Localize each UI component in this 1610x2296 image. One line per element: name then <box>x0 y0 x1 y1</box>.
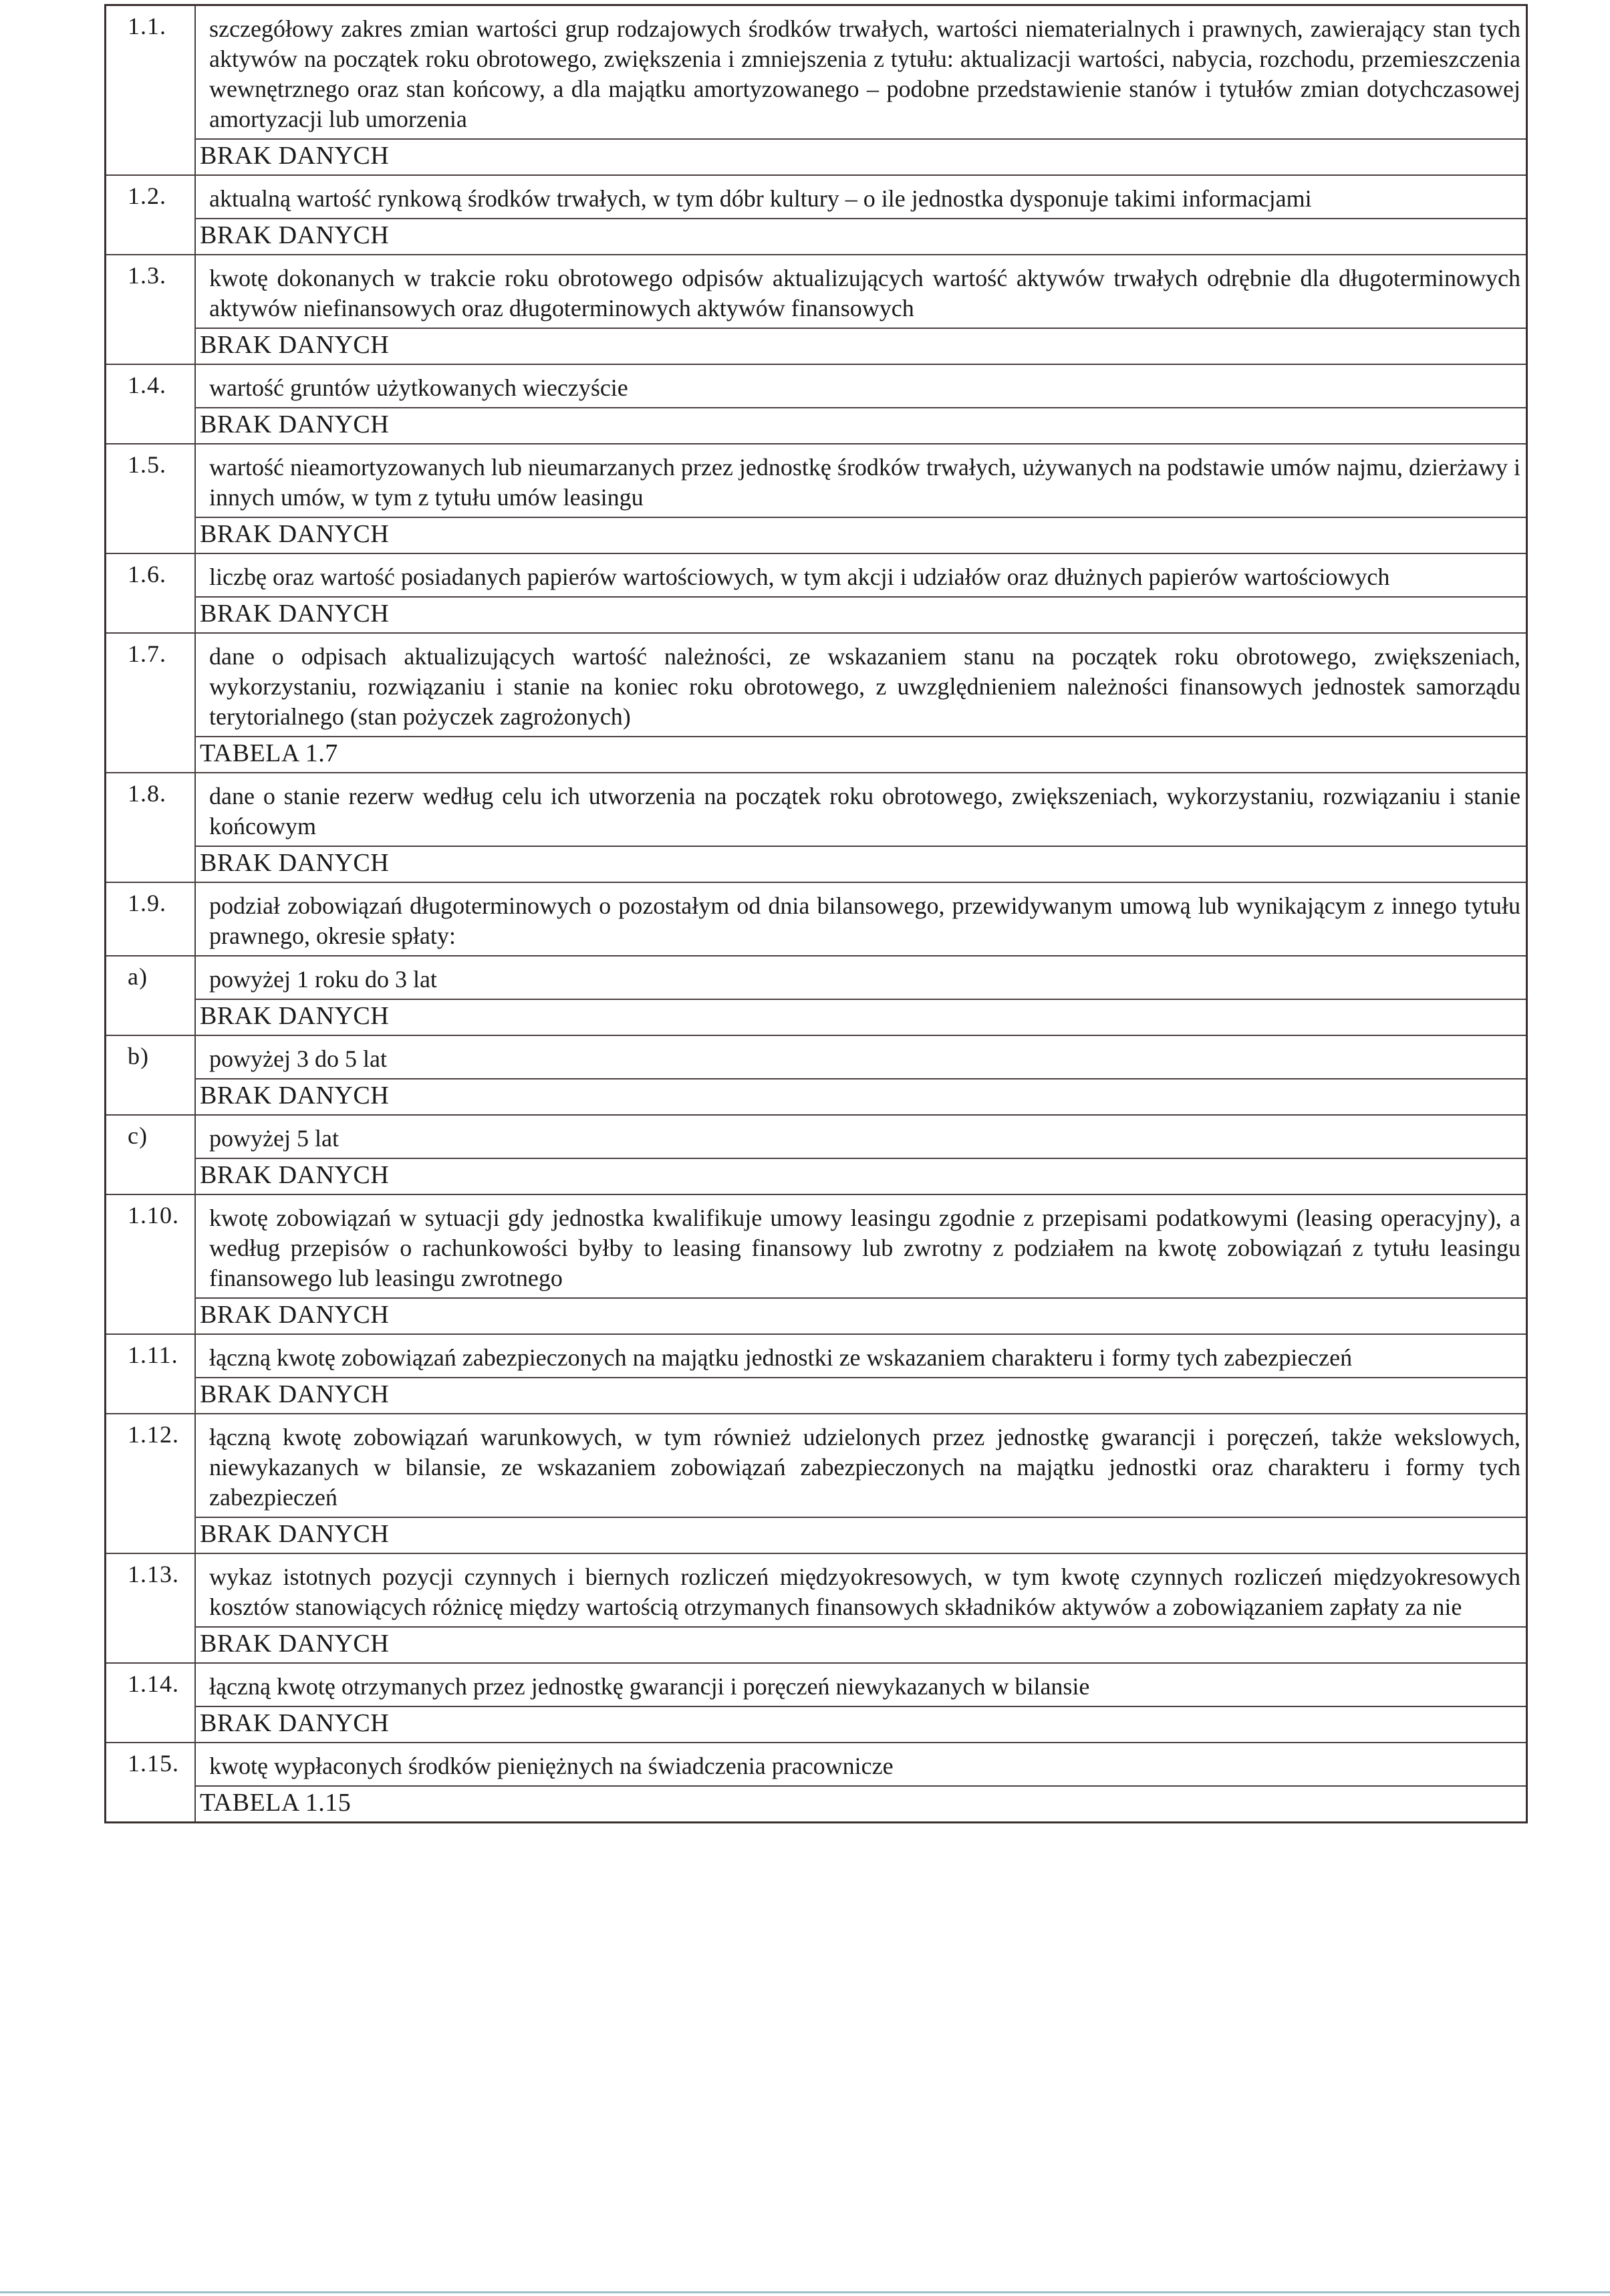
item-number: a) <box>106 956 196 1035</box>
item-value: BRAK DANYCH <box>200 600 390 628</box>
table-row <box>106 1664 1526 1743</box>
table-row <box>106 1195 1526 1335</box>
item-value: BRAK DANYCH <box>200 1630 390 1658</box>
item-number: 1.10. <box>106 1195 196 1333</box>
table-row <box>106 1414 1526 1554</box>
table-row <box>106 6 1526 176</box>
item-content <box>196 1554 1526 1662</box>
table-row <box>106 634 1526 773</box>
table-row <box>106 1036 1526 1116</box>
page-bottom-rule <box>0 2291 1610 2293</box>
item-number: 1.11. <box>106 1335 196 1413</box>
item-value: BRAK DANYCH <box>200 221 390 249</box>
table-row <box>106 444 1526 554</box>
item-description: wykaz istotnych pozycji czynnych i biernych rozliczeń międzyokresowych, w tym kwotę czynnych rozliczeń międzyokresowych kosztów stanowiących różnicę między wartością otrzymanych finansowych składników aktywów a zobowiązaniem zapłaty za nie <box>196 1554 1526 1628</box>
item-description: podział zobowiązań długoterminowych o pozostałym od dnia bilansowego, przewidywanym umową lub wynikającym z innego tytułu prawnego, okresie spłaty: <box>209 892 1520 949</box>
table-row <box>106 773 1526 883</box>
item-content <box>196 554 1526 632</box>
item-content <box>196 634 1526 772</box>
table-row <box>106 1116 1526 1195</box>
item-number: 1.5. <box>106 444 196 553</box>
item-number: 1.6. <box>106 554 196 632</box>
table-row <box>106 255 1526 365</box>
item-content <box>196 1036 1526 1114</box>
table-row <box>106 554 1526 634</box>
item-value: BRAK DANYCH <box>200 849 390 877</box>
table-row <box>106 1743 1526 1821</box>
item-description: kwotę wypłaconych środków pieniężnych na świadczenia pracownicze <box>196 1743 1526 1787</box>
item-content <box>196 1664 1526 1742</box>
item-number: 1.9. <box>106 883 196 955</box>
item-number: 1.1. <box>106 6 196 174</box>
item-description: powyżej 5 lat <box>196 1116 1526 1159</box>
item-value: BRAK DANYCH <box>200 331 390 359</box>
item-content <box>196 1335 1526 1413</box>
item-content <box>196 176 1526 254</box>
item-value: BRAK DANYCH <box>200 142 390 170</box>
item-value: TABELA 1.7 <box>200 739 338 767</box>
item-description: dane o stanie rezerw według celu ich utworzenia na początek roku obrotowego, zwiększeniach, wykorzystaniu, rozwiązaniu i stanie końcowym <box>196 773 1526 847</box>
item-number: 1.15. <box>106 1743 196 1821</box>
item-description: łączną kwotę zobowiązań warunkowych, w tym również udzielonych przez jednostkę gwarancji i poręczeń, także wekslowych, niewykazanych w bilansie, ze wskazaniem zobowiązań zabezpieczonych na majątku jednostki oraz charakteru i formy tych zabezpieczeń <box>196 1414 1526 1518</box>
table-row <box>106 956 1526 1036</box>
item-description: wartość gruntów użytkowanych wieczyście <box>196 365 1526 408</box>
item-description: szczegółowy zakres zmian wartości grup rodzajowych środków trwałych, wartości niematerialnych i prawnych, zawierający stan tych aktywów na początek roku obrotowego, zwiększenia i zmniejszenia z tytułu: aktualizacji wartości, nabycia, rozchodu, przemieszczenia wewnętrznego oraz stan końcowy, a dla majątku amortyzowanego – podobne przedstawienie stanów i tytułów zmian dotychczasowej amortyzacji lub umorzenia <box>196 6 1526 140</box>
item-description: wartość nieamortyzowanych lub nieumarzanych przez jednostkę środków trwałych, używanych na podstawie umów najmu, dzierżawy i innych umów, w tym z tytułu umów leasingu <box>196 444 1526 518</box>
item-value: BRAK DANYCH <box>200 410 390 438</box>
item-content <box>196 1414 1526 1553</box>
item-content <box>196 6 1526 174</box>
item-content <box>196 1743 1526 1821</box>
item-content <box>196 956 1526 1035</box>
item-number: 1.4. <box>106 365 196 443</box>
item-content <box>196 773 1526 882</box>
item-number: 1.14. <box>106 1664 196 1742</box>
item-description: dane o odpisach aktualizujących wartość należności, ze wskazaniem stanu na początek roku obrotowego, zwiększeniach, wykorzystaniu, rozwiązaniu i stanie na koniec roku obrotowego, z uwzględnieniem należności finansowych jednostek samorządu terytorialnego (stan pożyczek zagrożonych) <box>196 634 1526 737</box>
table-row <box>106 1335 1526 1414</box>
item-description: powyżej 3 do 5 lat <box>196 1036 1526 1079</box>
item-number: 1.2. <box>106 176 196 254</box>
item-number: 1.7. <box>106 634 196 772</box>
item-number: b) <box>106 1036 196 1114</box>
table-row <box>106 1554 1526 1664</box>
item-content <box>196 1195 1526 1333</box>
item-value: BRAK DANYCH <box>200 1002 390 1030</box>
item-value: BRAK DANYCH <box>200 1301 390 1329</box>
item-description: kwotę zobowiązań w sytuacji gdy jednostka kwalifikuje umowy leasingu zgodnie z przepisami podatkowymi (leasing operacyjny), a według przepisów o rachunkowości byłby to leasing finansowy lub zwrotny z podziałem na kwotę zobowiązań z tytułu leasingu finansowego lub leasingu zwrotnego <box>196 1195 1526 1299</box>
item-number: 1.13. <box>106 1554 196 1662</box>
item-number: 1.3. <box>106 255 196 364</box>
item-value: BRAK DANYCH <box>200 520 390 548</box>
item-description: kwotę dokonanych w trakcie roku obrotowego odpisów aktualizujących wartość aktywów trwałych odrębnie dla długoterminowych aktywów niefinansowych oraz długoterminowych aktywów finansowych <box>196 255 1526 329</box>
item-description: aktualną wartość rynkową środków trwałych, w tym dóbr kultury – o ile jednostka dysponuje takimi informacjami <box>196 176 1526 219</box>
item-content <box>196 365 1526 443</box>
item-value: TABELA 1.15 <box>200 1789 352 1817</box>
item-content <box>196 883 1526 955</box>
item-content <box>196 444 1526 553</box>
item-description: liczbę oraz wartość posiadanych papierów wartościowych, w tym akcji i udziałów oraz dłużnych papierów wartościowych <box>196 554 1526 598</box>
item-number: 1.12. <box>106 1414 196 1553</box>
item-description: łączną kwotę otrzymanych przez jednostkę gwarancji i poręczeń niewykazanych w bilansie <box>196 1664 1526 1707</box>
item-value: BRAK DANYCH <box>200 1380 390 1408</box>
table-row <box>106 365 1526 444</box>
item-value: BRAK DANYCH <box>200 1081 390 1110</box>
item-number: c) <box>106 1116 196 1194</box>
item-value: BRAK DANYCH <box>200 1709 390 1737</box>
item-description: łączną kwotę zobowiązań zabezpieczonych na majątku jednostki ze wskazaniem charakteru i formy tych zabezpieczeń <box>196 1335 1526 1378</box>
notes-table <box>104 4 1528 1823</box>
item-content <box>196 255 1526 364</box>
item-value: BRAK DANYCH <box>200 1520 390 1548</box>
item-number: 1.8. <box>106 773 196 882</box>
item-content <box>196 1116 1526 1194</box>
item-value: BRAK DANYCH <box>200 1161 390 1189</box>
item-description: powyżej 1 roku do 3 lat <box>196 956 1526 1000</box>
table-row <box>106 883 1526 956</box>
table-row <box>106 176 1526 255</box>
